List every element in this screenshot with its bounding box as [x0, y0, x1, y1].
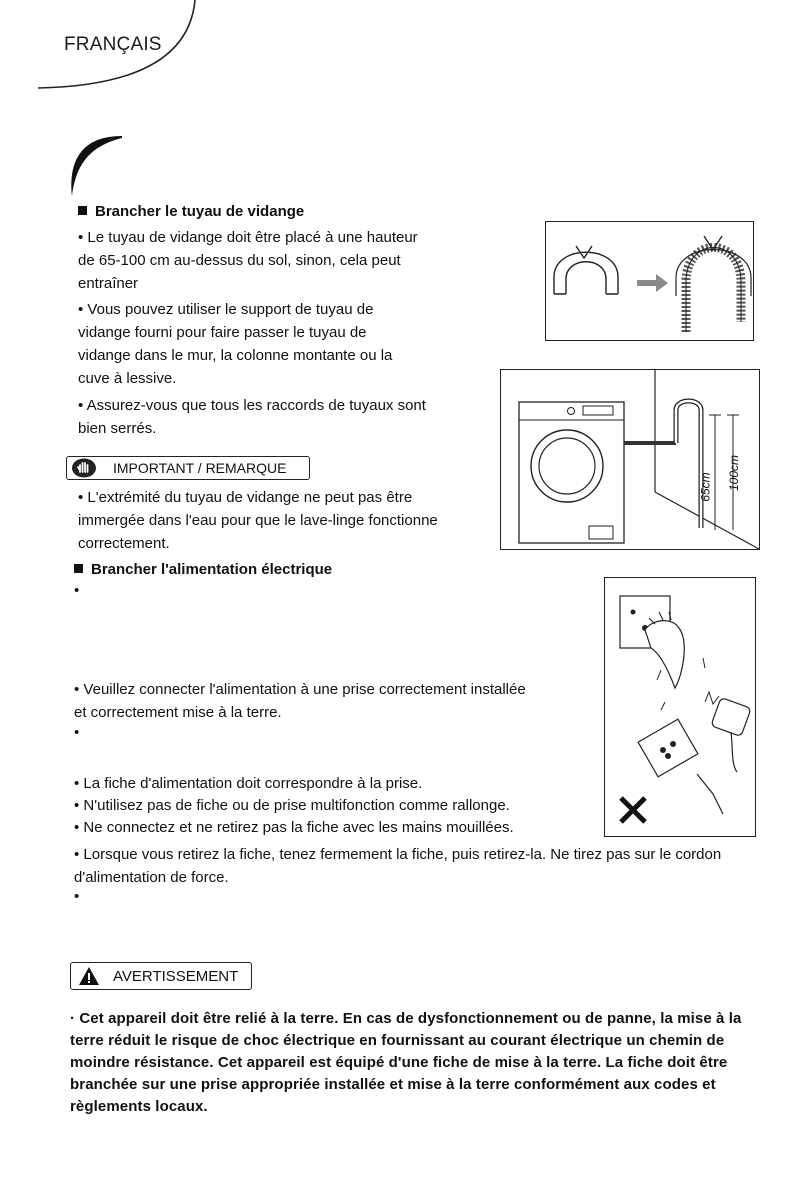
power-paragraph-1: • Veuillez connecter l'alimentation à une prise correctement installée et correctement mise à la terre. [74, 681, 526, 721]
warning-triangle-icon [77, 965, 101, 987]
warning-notice-box [70, 962, 252, 990]
washer-height-figure [500, 369, 760, 550]
power-heading [74, 561, 332, 578]
important-label: IMPORTANT / REMARQUE [113, 460, 287, 476]
height-label-100: 100cm [727, 454, 742, 492]
power-empty-bullet-2: • [74, 724, 80, 741]
stop-hand-icon [71, 457, 99, 479]
important-notice-box [66, 456, 310, 480]
hose-support-illustration [546, 222, 753, 340]
hose-support-figure [545, 221, 754, 341]
power-paragraph-2: • La fiche d'alimentation doit correspondre à la prise. [74, 775, 423, 792]
power-paragraph-4: • Ne connectez et ne retirez pas la fiche avec les mains mouillées. [74, 819, 514, 836]
wet-hands-plug-illustration [605, 578, 755, 836]
drain-paragraph-1: • Le tuyau de vidange doit être placé à une hauteur de 65-100 cm au-dessus du sol, sinon, cela peut entraîner [78, 229, 418, 292]
washer-height-illustration [501, 370, 759, 549]
important-text: • L'extrémité du tuyau de vidange ne peut pas être immergée dans l'eau pour que le lave-linge fonctionne correctement. [78, 489, 438, 552]
height-label-65: 65cm [698, 472, 713, 502]
power-paragraph-5: • Lorsque vous retirez la fiche, tenez fermement la fiche, puis retirez-la. Ne tirez pas sur le cordon d'alimentation de force. [74, 846, 722, 886]
drain-heading [78, 203, 304, 220]
drain-heading-text: Brancher le tuyau de vidange [95, 203, 305, 220]
section-bracket-decoration [66, 130, 126, 202]
language-label: FRANÇAIS [64, 34, 162, 55]
power-paragraph-3: • N'utilisez pas de fiche ou de prise multifonction comme rallonge. [74, 797, 510, 814]
warning-text: · Cet appareil doit être relié à la terre. En cas de dysfonctionnement ou de panne, la mise à la terre réduit le risque de choc électrique en fournissant au courant électrique un chemin de moindre résistance. Cet appareil est équipé d'une fiche de mise à la terre. La fiche doit être branchée sur une prise appropriée installée et mise à la terre conformément aux codes et règlements locaux. [70, 1010, 742, 1115]
drain-paragraph-2: • Vous pouvez utiliser le support de tuyau de vidange fourni pour faire passer le tuyau de vidange dans le mur, la colonne montante ou la cuve à lessive. [78, 301, 393, 387]
square-bullet-icon [74, 564, 83, 573]
wet-hands-plug-figure [604, 577, 756, 837]
warning-label: AVERTISSEMENT [113, 967, 239, 985]
drain-paragraph-3: • Assurez-vous que tous les raccords de tuyaux sont bien serrés. [78, 397, 426, 437]
power-empty-bullet-1: • [74, 582, 80, 599]
square-bullet-icon [78, 206, 87, 215]
power-heading-text: Brancher l'alimentation électrique [91, 561, 333, 578]
power-empty-bullet-3: • [74, 888, 80, 905]
